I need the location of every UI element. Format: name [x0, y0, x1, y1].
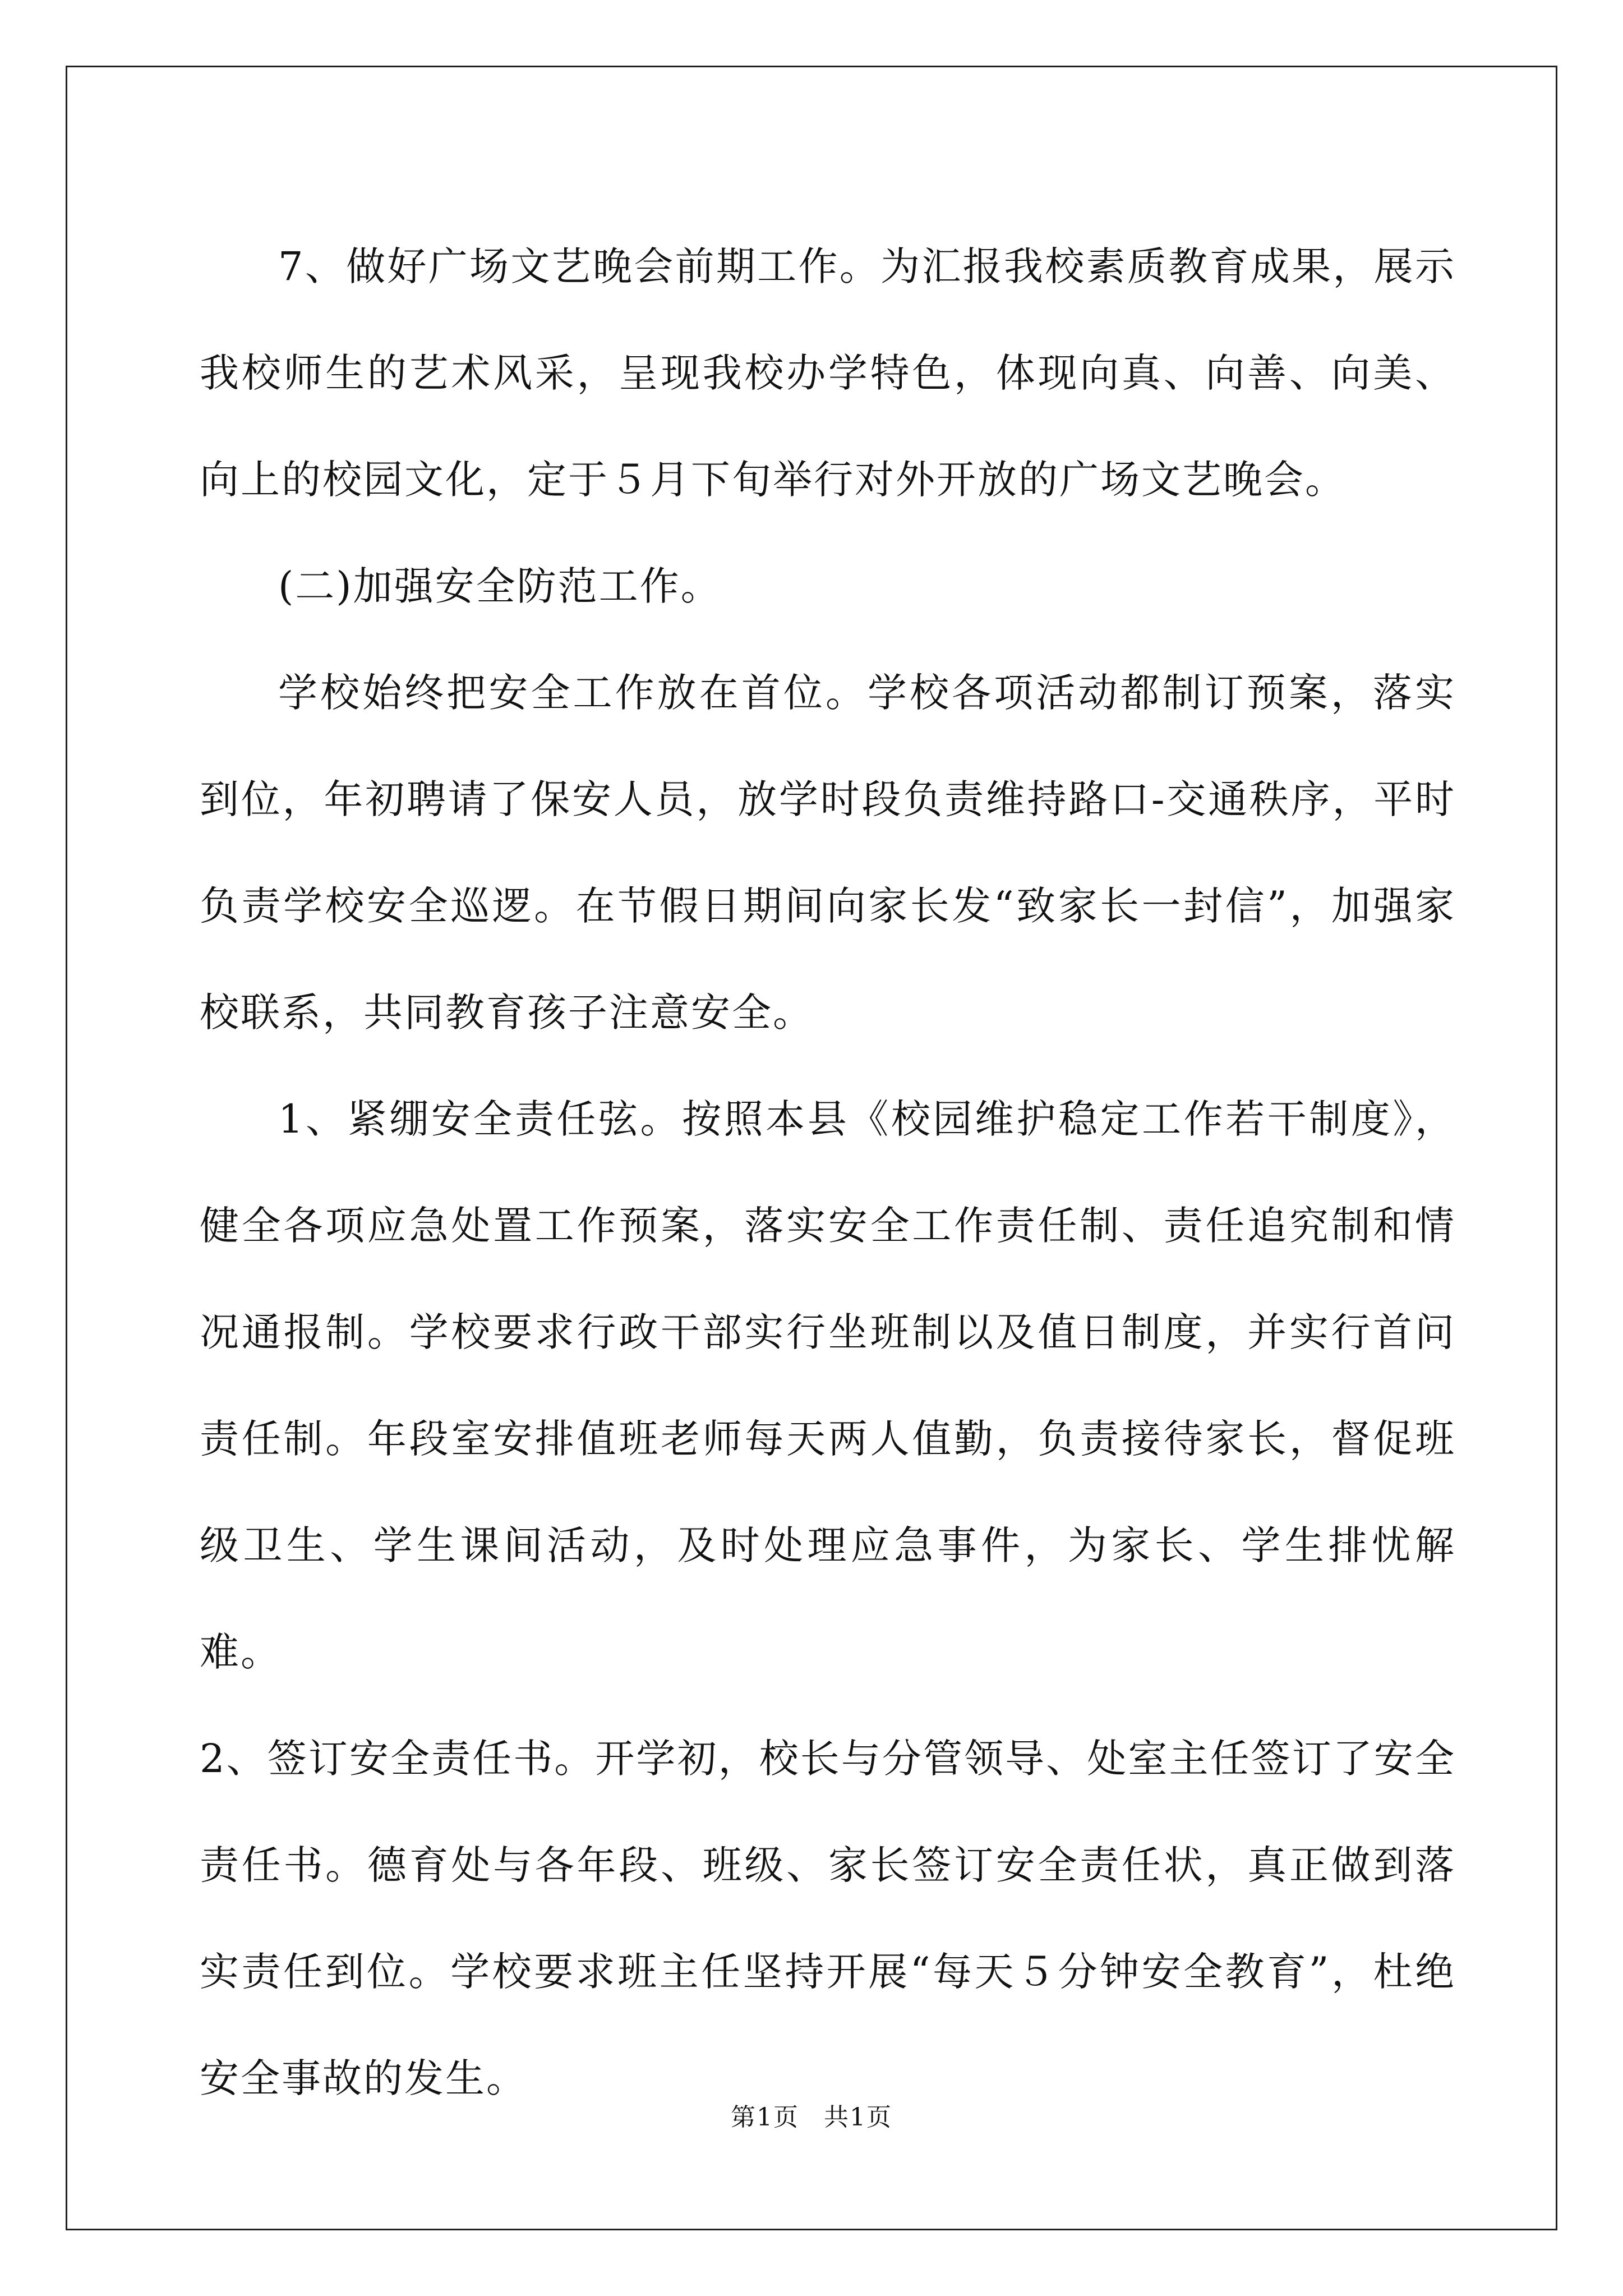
- paragraph: 学校始终把安全工作放在首位。学校各项活动都制订预案，落实到位，年初聘请了保安人员，放学时段负责维持路口-交通秩序，平时负责学校安全巡逻。在节假日期间向家长发“致家长一封信”，加强家校联系，共同教育孩子注意安全。: [200, 670, 1456, 1036]
- paragraph: 7、做好广场文艺晚会前期工作。为汇报我校素质教育成果，展示我校师生的艺术风采，呈现我校办学特色，体现向真、向善、向美、向上的校园文化，定于５月下旬举行对外开放的广场文艺晚会。: [200, 243, 1456, 503]
- paragraph: 2、签订安全责任书。开学初，校长与分管领导、处室主任签订了安全责任书。德育处与各年段、班级、家长签订安全责任状，真正做到落实责任到位。学校要求班主任坚持开展“每天５分钟安全教育”，杜绝安全事故的发生。: [200, 1736, 1456, 2101]
- paragraph: 1、紧绷安全责任弦。按照本县《校园维护稳定工作若干制度》，健全各项应急处置工作预案，落实安全工作责任制、责任追究制和情况通报制。学校要求行政干部实行坐班制以及值日制度，并实行首问责任制。年段室安排值班老师每天两人值勤，负责接待家长，督促班级卫生、学生课间活动，及时处理应急事件，为家长、学生排忧解难。: [200, 1096, 1456, 1675]
- document-body: [200, 213, 1456, 2132]
- page-number: 第1页: [731, 2103, 799, 2132]
- section-heading: (二)加强安全防范工作。: [278, 563, 722, 609]
- page-footer: [0, 2101, 1623, 2134]
- page-total: 共1页: [824, 2103, 892, 2132]
